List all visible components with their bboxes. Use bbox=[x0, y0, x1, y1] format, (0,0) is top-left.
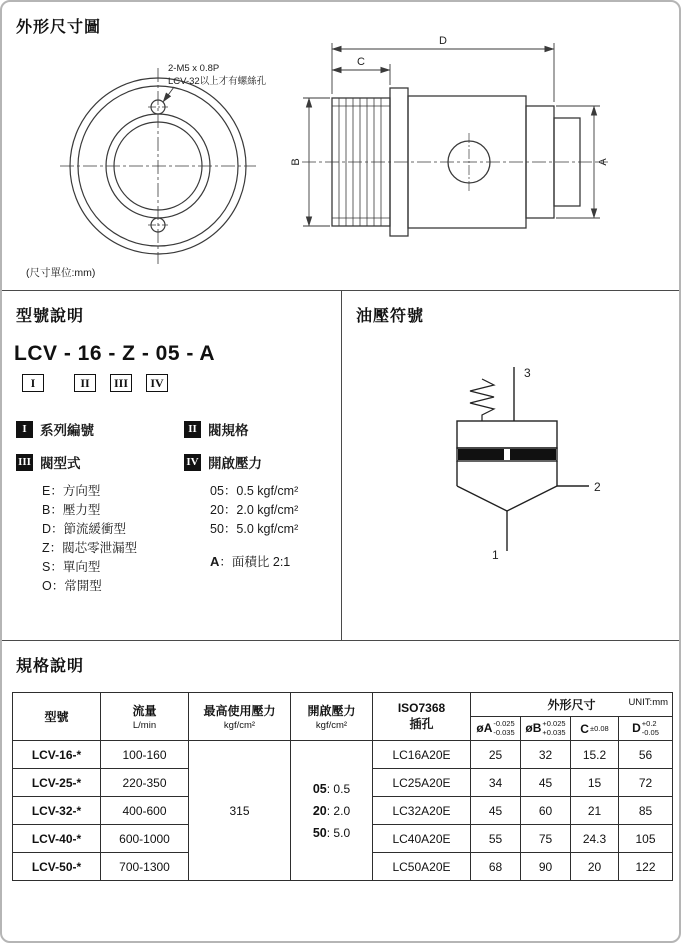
valve-type-item: E：方向型 bbox=[42, 484, 101, 498]
cell-dim-a: 55 bbox=[471, 825, 521, 853]
legend-opening-pressure bbox=[184, 453, 341, 471]
model-designation-panel bbox=[2, 291, 342, 640]
dim-label-d: D bbox=[439, 35, 447, 47]
cell-flow: 700-1300 bbox=[101, 853, 189, 881]
area-ratio-key: A bbox=[210, 554, 220, 569]
valve-type-item: Z：閥芯零泄漏型 bbox=[42, 541, 138, 555]
port-label-3: 3 bbox=[524, 366, 531, 380]
seal-band-right bbox=[510, 449, 556, 460]
cell-dim-d: 72 bbox=[619, 769, 673, 797]
area-ratio-text: ：面積比 2:1 bbox=[219, 555, 291, 569]
cell-flow: 100-160 bbox=[101, 741, 189, 769]
cell-iso: LC40A20E bbox=[373, 825, 471, 853]
header-row-1 bbox=[13, 693, 673, 717]
model-legend bbox=[16, 420, 341, 596]
numeral-row bbox=[2, 374, 341, 396]
cell-dim-d: 85 bbox=[619, 797, 673, 825]
drawing-annotation-line2: LCV-32以上才有螺絲孔 bbox=[168, 76, 267, 87]
cell-opening-pressure: 05: 0.5 20: 2.0 50: 5.0 bbox=[291, 741, 373, 881]
valve-type-item: S：單向型 bbox=[42, 560, 101, 574]
col-header-dim-a: øA -0.025 -0.035 bbox=[471, 717, 521, 741]
valve-type-item: O：常開型 bbox=[42, 579, 102, 593]
valve-type-list bbox=[16, 482, 184, 596]
unit-label: UNIT:mm bbox=[628, 697, 669, 708]
cell-dim-c: 24.3 bbox=[571, 825, 619, 853]
cell-dim-d: 105 bbox=[619, 825, 673, 853]
symbol-section-title: 油壓符號 bbox=[356, 308, 425, 325]
cell-model: LCV-50-* bbox=[13, 853, 101, 881]
opening-pressure-item: 20：2.0 kgf/cm² bbox=[210, 503, 299, 517]
middle-section bbox=[2, 291, 679, 641]
numeral-iii-badge: III bbox=[16, 454, 33, 471]
col-header-model: 型號 bbox=[13, 693, 101, 741]
legend-series-label: 系列編號 bbox=[40, 423, 94, 438]
opening-pressure-item: 50：5.0 kgf/cm² bbox=[210, 522, 299, 536]
cell-dim-a: 68 bbox=[471, 853, 521, 881]
model-section-title: 型號說明 bbox=[16, 308, 85, 325]
legend-valve-spec-label: 閥規格 bbox=[208, 423, 249, 438]
cell-model: LCV-25-* bbox=[13, 769, 101, 797]
col-header-flow: 流量 L/min bbox=[101, 693, 189, 741]
cartridge-symbol bbox=[457, 367, 589, 551]
legend-series-number bbox=[16, 420, 184, 438]
drawing-annotation-line1: 2-M5 x 0.8P bbox=[168, 63, 220, 74]
opening-pressure-list bbox=[184, 482, 341, 596]
col-header-opening-pressure: 開啟壓力 kgf/cm² bbox=[291, 693, 373, 741]
cell-iso: LC50A20E bbox=[373, 853, 471, 881]
spec-table bbox=[12, 692, 673, 881]
section1-title: 外形尺寸圖 bbox=[16, 19, 102, 36]
legend-opening-pressure-label: 開啟壓力 bbox=[208, 456, 262, 471]
cell-dim-c: 20 bbox=[571, 853, 619, 881]
col-header-iso-cavity: ISO7368 插孔 bbox=[373, 693, 471, 741]
cell-model: LCV-32-* bbox=[13, 797, 101, 825]
numeral-ii-badge: II bbox=[184, 421, 201, 438]
seal-band-left bbox=[458, 449, 504, 460]
cell-dim-a: 45 bbox=[471, 797, 521, 825]
unit-note: (尺寸單位:mm) bbox=[26, 267, 96, 279]
cell-iso: LC32A20E bbox=[373, 797, 471, 825]
cell-flow: 400-600 bbox=[101, 797, 189, 825]
legend-valve-type bbox=[16, 453, 184, 471]
cell-dim-c: 21 bbox=[571, 797, 619, 825]
cell-dim-b: 60 bbox=[521, 797, 571, 825]
cell-flow: 600-1000 bbox=[101, 825, 189, 853]
cell-dim-a: 25 bbox=[471, 741, 521, 769]
cell-dim-b: 75 bbox=[521, 825, 571, 853]
col-header-dim-d: D +0.2 -0.05 bbox=[619, 717, 673, 741]
cell-flow: 220-350 bbox=[101, 769, 189, 797]
cell-max-pressure: 315 bbox=[189, 741, 291, 881]
numeral-box-4: IV bbox=[146, 374, 168, 392]
cell-dim-b: 32 bbox=[521, 741, 571, 769]
numeral-box-3: III bbox=[110, 374, 132, 392]
cell-dim-a: 34 bbox=[471, 769, 521, 797]
dim-label-b: B bbox=[290, 158, 302, 166]
model-code: LCV - 16 - Z - 05 - A bbox=[14, 342, 216, 365]
numeral-box-1: I bbox=[22, 374, 44, 392]
valve-type-item: B：壓力型 bbox=[42, 503, 101, 517]
dim-label-c: C bbox=[357, 56, 365, 68]
cell-dim-b: 45 bbox=[521, 769, 571, 797]
cell-model: LCV-40-* bbox=[13, 825, 101, 853]
col-header-dim-b: øB +0.025 +0.035 bbox=[521, 717, 571, 741]
cell-dim-b: 90 bbox=[521, 853, 571, 881]
area-ratio-note bbox=[210, 552, 341, 572]
dim-label-a: A bbox=[597, 158, 609, 166]
cell-iso: LC16A20E bbox=[373, 741, 471, 769]
port-label-2: 2 bbox=[594, 480, 601, 494]
cell-dim-c: 15 bbox=[571, 769, 619, 797]
col-header-outline-dims: 外形尺寸 UNIT:mm bbox=[471, 693, 673, 717]
cell-model: LCV-16-* bbox=[13, 741, 101, 769]
cell-iso: LC25A20E bbox=[373, 769, 471, 797]
hydraulic-symbol-panel bbox=[342, 291, 679, 640]
cell-dim-c: 15.2 bbox=[571, 741, 619, 769]
spec-section bbox=[2, 641, 679, 941]
cell-dim-d: 122 bbox=[619, 853, 673, 881]
legend-valve-type-label: 閥型式 bbox=[40, 456, 81, 471]
numeral-iv-badge: IV bbox=[184, 454, 201, 471]
dimension-diagram-section bbox=[2, 2, 679, 291]
valve-type-item: D：節流緩衝型 bbox=[42, 522, 127, 536]
spring-symbol bbox=[470, 379, 494, 421]
numeral-box-2: II bbox=[74, 374, 96, 392]
dimension-drawing bbox=[2, 2, 681, 291]
numeral-i-badge: I bbox=[16, 421, 33, 438]
hydraulic-symbol-drawing bbox=[442, 351, 662, 581]
opening-pressure-item: 05：0.5 kgf/cm² bbox=[210, 484, 299, 498]
port-label-1: 1 bbox=[492, 548, 499, 562]
front-view-drawing bbox=[60, 68, 256, 264]
dimension-lines bbox=[303, 43, 600, 226]
legend-valve-spec bbox=[184, 420, 341, 438]
col-header-max-pressure: 最高使用壓力 kgf/cm² bbox=[189, 693, 291, 741]
side-view-drawing bbox=[302, 88, 608, 236]
col-header-dim-c: C ±0.08 bbox=[571, 717, 619, 741]
cell-dim-d: 56 bbox=[619, 741, 673, 769]
spec-section-title: 規格說明 bbox=[16, 658, 85, 675]
table-row bbox=[13, 741, 673, 769]
